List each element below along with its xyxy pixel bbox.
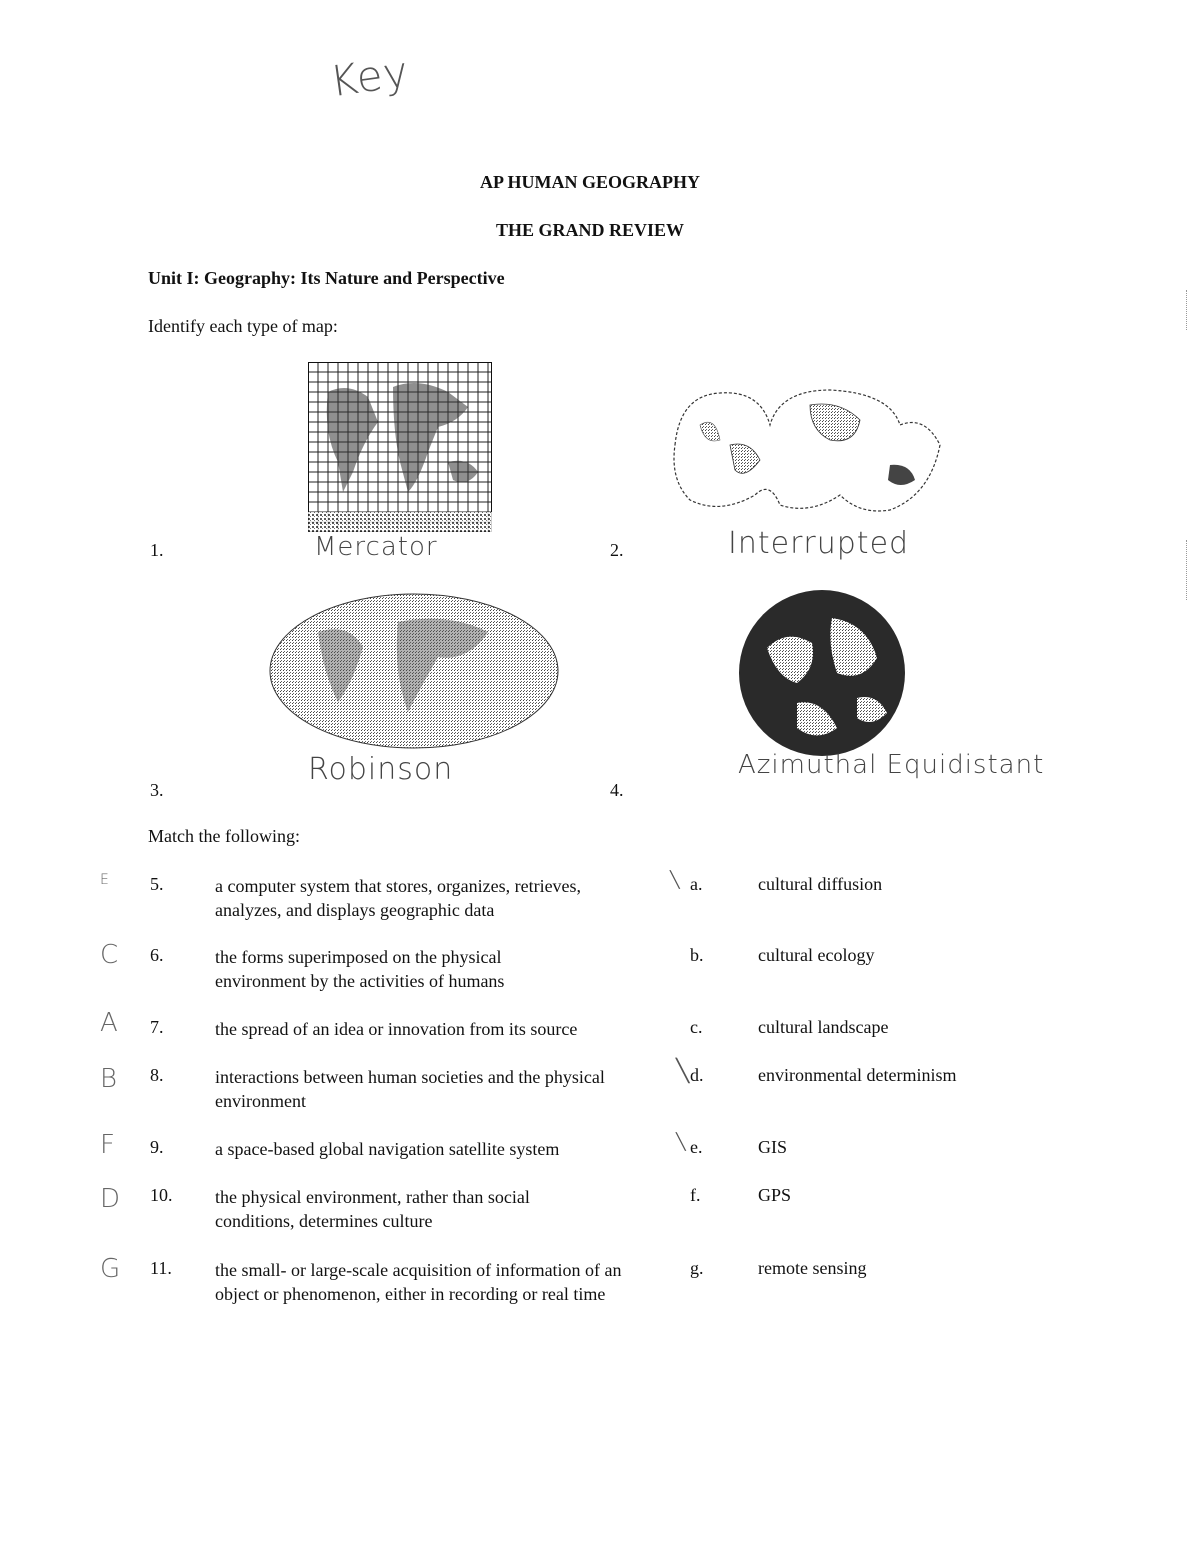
question-11-mark: G — [100, 1254, 122, 1284]
map-2-answer: Interrupted — [728, 526, 910, 561]
scan-artifact — [1186, 290, 1189, 330]
option-a-check: ╲ — [670, 872, 680, 889]
map-2-number: 2. — [610, 540, 624, 560]
question-9-text: a space-based global navigation satellite system — [215, 1139, 560, 1159]
option-f-letter: f. — [690, 1185, 701, 1205]
option-e-letter: e. — [690, 1137, 703, 1157]
match-instruction: Match the following: — [148, 826, 300, 846]
option-d-check: ╲ — [676, 1058, 690, 1083]
scan-artifact — [1186, 540, 1189, 600]
question-5-text: a computer system that stores, organizes, retrieves, analyzes, and displays geographic data — [215, 876, 582, 920]
question-11-text: the small- or large-scale acquisition of information of an object or phenomenon, either in recording or real time — [215, 1260, 622, 1304]
question-5-mark: E — [100, 872, 110, 888]
map-3-number: 3. — [150, 780, 164, 800]
question-9-number: 9. — [150, 1137, 164, 1157]
question-9-mark: F — [100, 1130, 116, 1160]
question-8-text: interactions between human societies and the physical environment — [215, 1067, 605, 1111]
question-8-number: 8. — [150, 1065, 164, 1085]
option-e-check: ╲ — [676, 1134, 686, 1151]
option-d-text: environmental determinism — [758, 1065, 957, 1085]
map-4-answer: Azimuthal Equidistant — [738, 750, 1045, 780]
question-6-number: 6. — [150, 945, 164, 965]
mercator-map-image — [308, 362, 492, 532]
question-7-mark: A — [100, 1008, 119, 1038]
option-c-letter: c. — [690, 1017, 703, 1037]
option-a-letter: a. — [690, 874, 703, 894]
question-10-number: 10. — [150, 1185, 173, 1205]
question-10-mark: D — [100, 1184, 122, 1214]
option-b-letter: b. — [690, 945, 704, 965]
map-4-number: 4. — [610, 780, 624, 800]
question-7-number: 7. — [150, 1017, 164, 1037]
question-5-number: 5. — [150, 874, 164, 894]
option-g-letter: g. — [690, 1258, 704, 1278]
option-d-letter: d. — [690, 1065, 704, 1085]
azimuthal-map-image — [737, 588, 907, 758]
interrupted-map-image — [660, 385, 950, 520]
map-instruction: Identify each type of map: — [148, 316, 338, 336]
page-subtitle: THE GRAND REVIEW — [495, 220, 685, 240]
robinson-map-image — [268, 592, 560, 750]
map-1-number: 1. — [150, 540, 164, 560]
question-6-text: the forms superimposed on the physical environment by the activities of humans — [215, 947, 505, 991]
question-10-text: the physical environment, rather than social conditions, determines culture — [215, 1187, 530, 1231]
map-1-answer: Mercator — [314, 532, 438, 562]
unit-heading: Unit I: Geography: Its Nature and Perspective — [148, 268, 505, 288]
option-g-text: remote sensing — [758, 1258, 867, 1278]
option-b-text: cultural ecology — [758, 945, 875, 965]
option-c-text: cultural landscape — [758, 1017, 889, 1037]
option-f-text: GPS — [758, 1185, 792, 1205]
map-3-answer: Robinson — [308, 752, 454, 787]
option-a-text: cultural diffusion — [758, 874, 883, 894]
question-11-number: 11. — [150, 1258, 172, 1278]
option-e-text: GIS — [758, 1137, 788, 1157]
question-7-text: the spread of an idea or innovation from its source — [215, 1019, 578, 1039]
handwritten-key: Key — [326, 46, 413, 107]
page-title: AP HUMAN GEOGRAPHY — [480, 172, 700, 192]
question-6-mark: C — [100, 940, 120, 970]
question-8-mark: B — [100, 1064, 119, 1094]
